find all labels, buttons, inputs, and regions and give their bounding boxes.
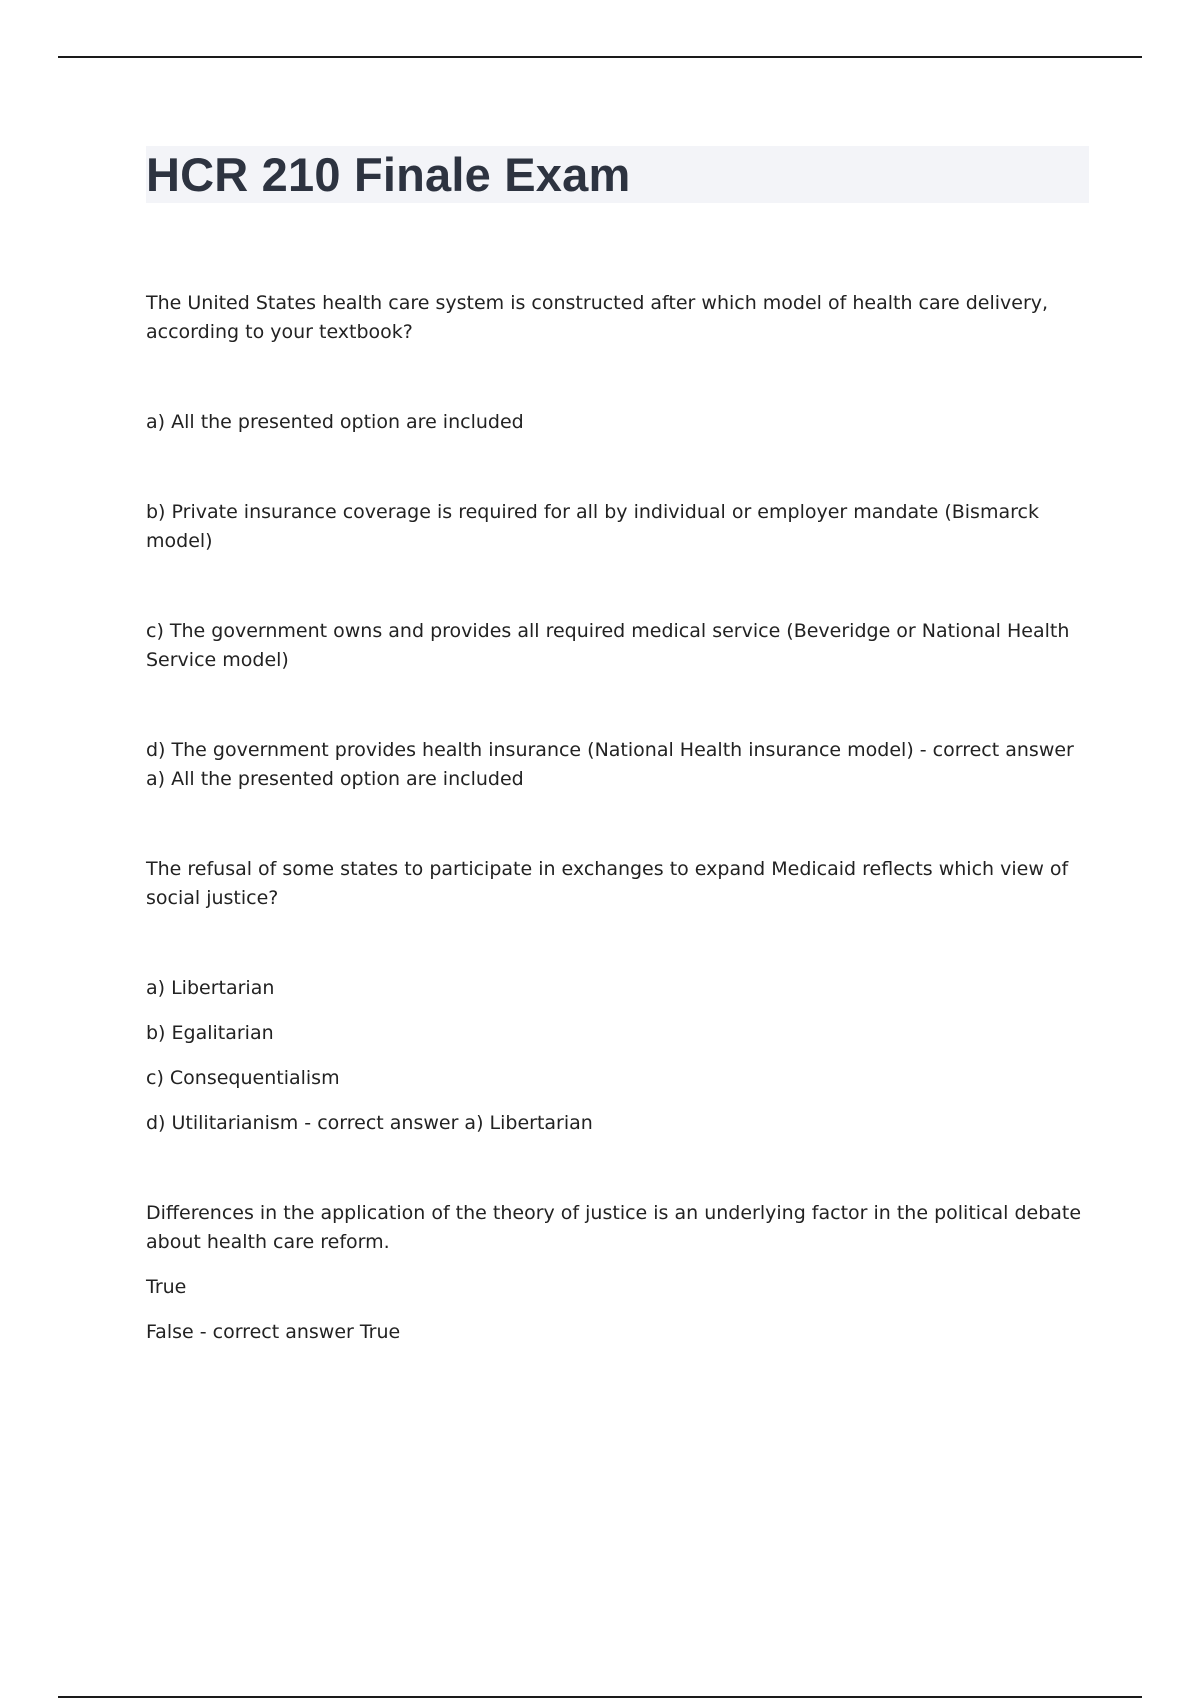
answer-option: False - correct answer True	[146, 1321, 401, 1343]
page-title: HCR 210 Finale Exam	[146, 148, 631, 201]
exam-content	[146, 289, 1086, 1347]
answer-option: c) The government owns and provides all required medical service (Beveridge or National Health Service model)	[146, 620, 1070, 671]
answer-option: a) All the presented option are included	[146, 411, 524, 433]
answer-option: c) Consequentialism	[146, 1067, 340, 1089]
question-prompt: The United States health care system is constructed after which model of health care delivery, according to your textbook?	[146, 292, 1049, 343]
answer-option: d) Utilitarianism - correct answer a) Libertarian	[146, 1112, 593, 1134]
top-rule	[58, 56, 1142, 58]
answer-option: True	[146, 1276, 187, 1298]
bottom-rule	[58, 1696, 1142, 1698]
answer-option: b) Private insurance coverage is required for all by individual or employer mandate (Bismarck model)	[146, 501, 1039, 552]
question-prompt: Differences in the application of the theory of justice is an underlying factor in the political debate about health care reform.	[146, 1202, 1082, 1253]
answer-option: d) The government provides health insurance (National Health insurance model) - correct answer a) All the presented option are included	[146, 739, 1074, 790]
answer-option: a) Libertarian	[146, 977, 275, 999]
question-prompt: The refusal of some states to participate in exchanges to expand Medicaid reflects which view of social justice?	[146, 858, 1069, 909]
answer-option: b) Egalitarian	[146, 1022, 274, 1044]
